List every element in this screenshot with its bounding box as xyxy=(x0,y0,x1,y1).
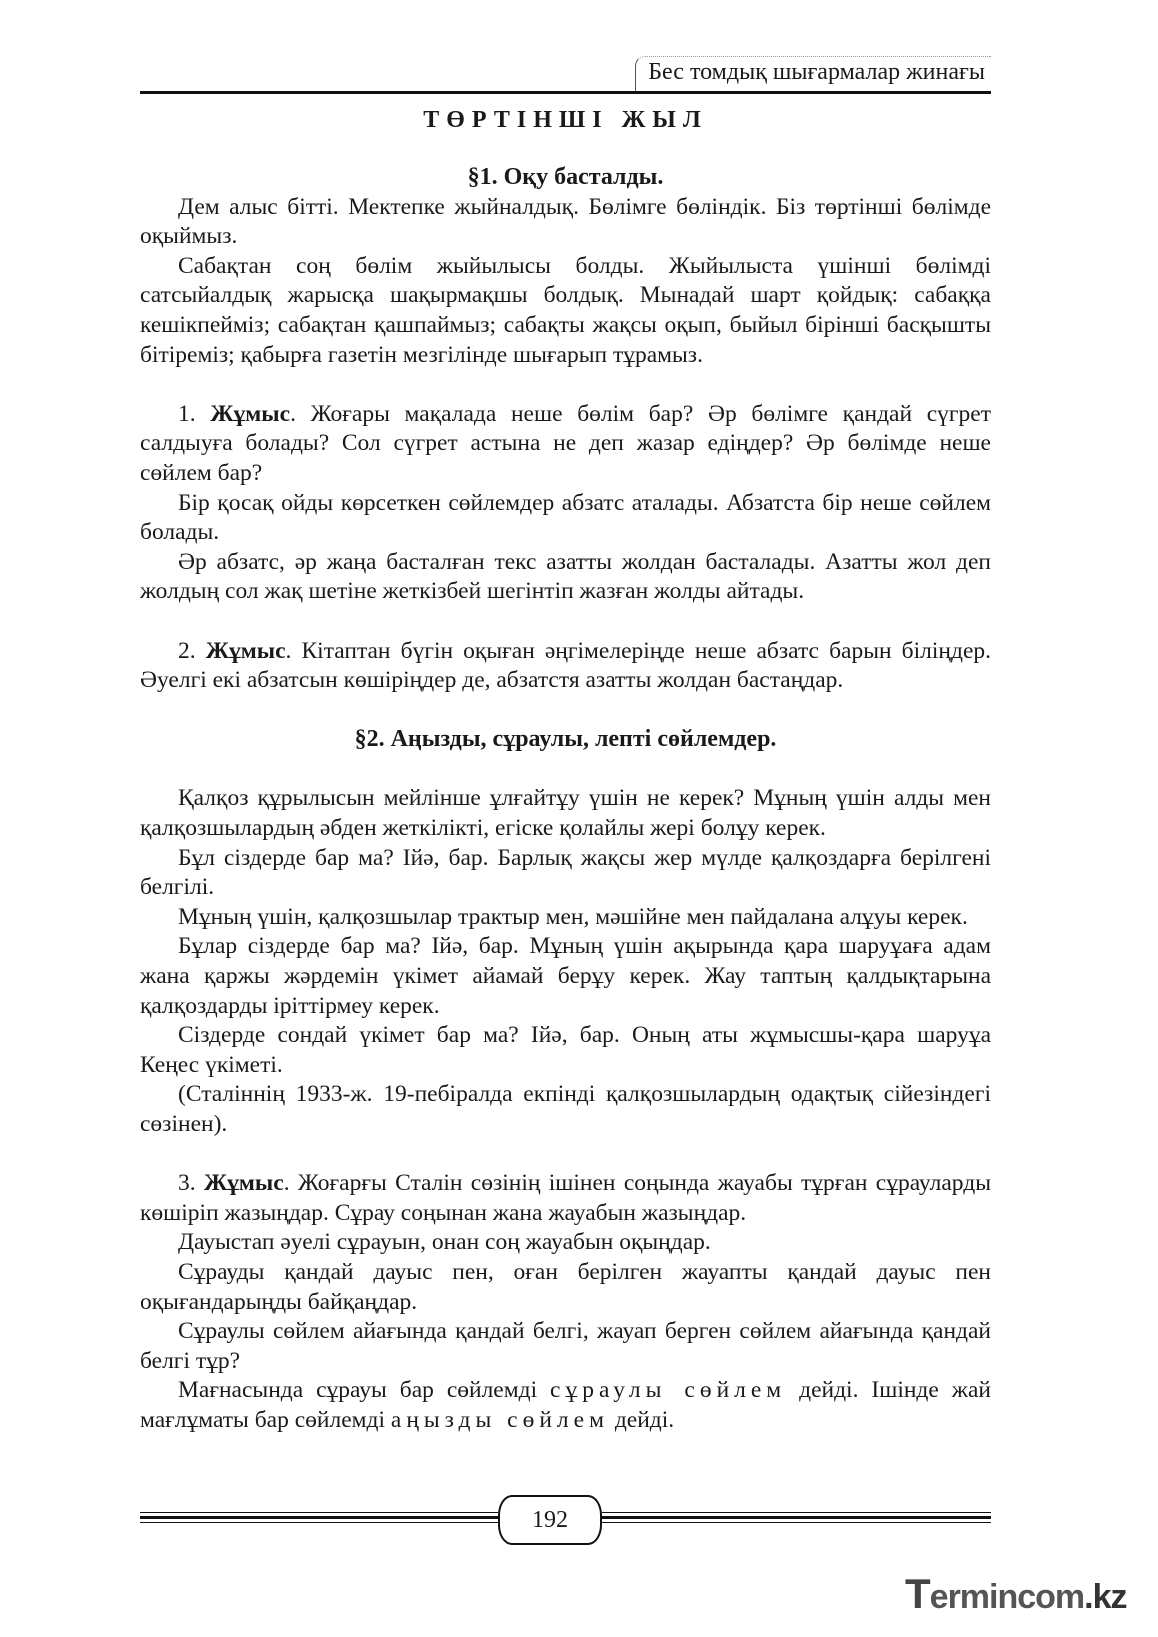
paragraph: Бұл сіздерде бар ма? Ійә, бар. Барлық жақсы жер мүлде қалқоздарға берілгені белгілі. xyxy=(140,844,991,901)
paragraph: Қалқоз құрылысын мейлінше ұлғайтұу үшін не керек? Мұның үшін алды мен қалқозшылардың әбден жеткілікті, егіске қолайлы жері болұу керек. xyxy=(140,785,991,842)
page-footer xyxy=(140,1495,991,1545)
page-content xyxy=(140,105,991,1436)
task-2 xyxy=(140,637,991,696)
task-number: 2. xyxy=(178,637,196,664)
task-3 xyxy=(140,1169,991,1228)
task-number: 1. xyxy=(178,400,196,427)
paragraph: Мұның үшін, қалқозшылар трактыр мен, мәшійне мен пайдалана алұуы керек. xyxy=(178,903,968,930)
task-label: Жұмыс xyxy=(205,637,286,664)
task-text: . Жоғары мақалада неше бөлім бар? Әр бөлімге қандай сүгрет салдыуға болады? Сол сүгрет астына не деп жазар едіңдер? Әр бөлімде неше сөйлем бар? xyxy=(140,400,991,486)
paragraph: Бұлар сіздерде бар ма? Ійә, бар. Мұның үшін ақырында қара шаруұаға адам жана қаржы жәрдемін үкімет айамай берұу керек. Жау таптың қалдықтарына қалқоздарды іріттірмеу керек. xyxy=(140,933,991,1019)
paragraph: Бір қосақ ойды көрсеткен сөйлемдер абзатс аталады. Абзатста бір неше сөйлем болады. xyxy=(140,489,991,546)
page-number: 192 xyxy=(498,1495,602,1545)
footer-rule-right-thick xyxy=(602,1516,991,1519)
book-page xyxy=(140,0,991,1637)
paragraph: Сіздерде сондай үкімет бар ма? Ійә, бар. Оның аты жұмысшы-қара шаруұа Кеңес үкіметі. xyxy=(140,1022,991,1078)
task-text: . Жоғарғы Сталін сөзінің ішінен соңында жауабы тұрған сұрауларды көшіріп жазыңдар. Сұрау соңынан жана жауабын жазыңдар. xyxy=(140,1170,991,1226)
footer-rule-left-thick xyxy=(140,1516,498,1519)
citation: (Сталіннің 1933-ж. 19-пебіралда екпінді қалқозшылардың одақтық сійезіндегі сөзінен). xyxy=(140,1081,991,1137)
paragraph: Сабақтан соң бөлім жыйылысы болды. Жыйылыста үшінші бөлімді сатсыйалдық жарысқа шақырмақшы болдық. Мынадай шарт қойдық: сабаққа кешікпейміз; сабақтан қашпаймыз; сабақты жақсы оқып, быйыл бірінші басқышты бітіреміз; қабырға газетін мезгілінде шығарып тұрамыз. xyxy=(140,252,991,368)
paragraph: Сұраулы сөйлем айағында қандай белгі, жауап берген сөйлем айағында қандай белгі тұр? xyxy=(140,1318,991,1374)
termincom-watermark-logo: Termincom.kz xyxy=(905,1570,1127,1617)
footer-rule-left xyxy=(140,1512,498,1513)
section-2-title: §2. Аңызды, сұраулы, лепті сөйлемдер. xyxy=(354,726,777,753)
chapter-title: ТӨРТІНШІ ЖЫЛ xyxy=(423,107,708,133)
paragraph: Сұрауды қандай дауыс пен, оған берілген жауапты қандай дауыс пен оқығандарыңды байқаңдар. xyxy=(140,1258,991,1315)
term-declarative-sentence: аңызды сөйлем xyxy=(390,1406,609,1433)
paragraph: Әр абзатс, әр жаңа басталған текс азатты жолдан басталады. Азатты жол деп жолдың сол жақ шетіне жеткізбей шегінтіп жазған жолды айтады. xyxy=(140,548,991,605)
task-text: . Кітаптан бүгін оқыған әңгімелеріңде неше абзатс барын біліңдер. Әуелгі екі абзатсын көшіріңдер де, абзатстя азатты жолдан бастаңдар. xyxy=(140,637,992,694)
header-rule xyxy=(140,91,991,94)
term-interrogative-sentence: сұраулы сөйлем xyxy=(550,1377,787,1404)
running-header: Бес томдық шығармалар жинағы xyxy=(635,56,991,91)
task-label: Жұмыс xyxy=(203,1170,284,1197)
footer-rule-right xyxy=(602,1512,991,1513)
paragraph: Дем алыс бітті. Мектепке жыйналдық. Бөлімге бөліндік. Біз төртінші бөлімде оқыймыз. xyxy=(140,193,991,250)
footer-rule-right-thin xyxy=(602,1522,991,1523)
paragraph: Дауыстап әуелі сұрауын, онан соң жауабын оқыңдар. xyxy=(178,1229,711,1256)
footer-rule-left-thin xyxy=(140,1522,498,1523)
section-1-title: §1. Оқу басталды. xyxy=(467,164,664,190)
task-number: 3. xyxy=(178,1170,196,1197)
task-label: Жұмыс xyxy=(210,400,291,427)
definition-paragraph: Мағнасында сұрауы бар сөйлемді сұраулы сөйлем дейді. Ішінде жай мағлұматы бар сөйлемді аңызды сөйлем дейді. xyxy=(140,1377,991,1433)
task-1 xyxy=(140,400,991,489)
